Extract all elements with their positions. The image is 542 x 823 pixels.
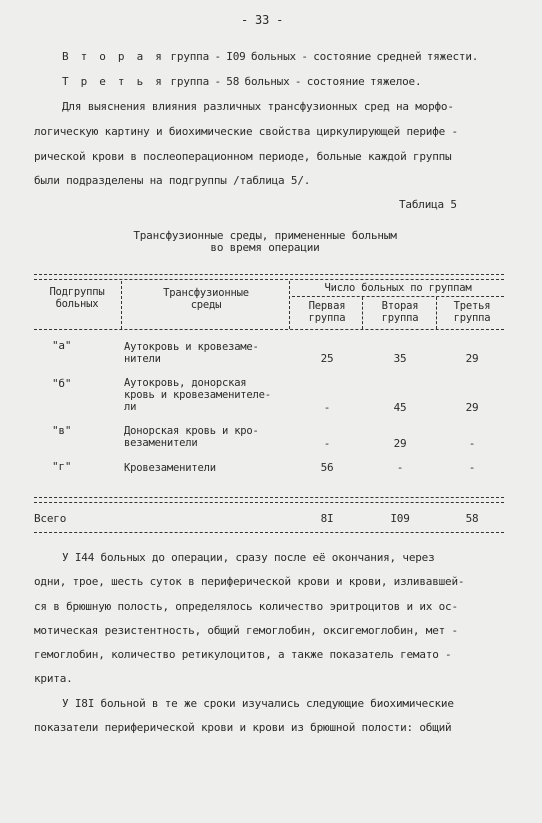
table-rule-head: [34, 329, 504, 330]
text-line: рической крови в послеоперационном периоде, больные каждой группы: [34, 150, 452, 163]
group-label-third: Т р е т ь я: [62, 75, 166, 88]
table-cell-media-cont: везаменители: [124, 437, 198, 449]
table-cell-media-cont: нители: [124, 353, 161, 365]
text-line: Для выяснения влияния различных трансфузионных сред на морфо-: [62, 100, 454, 113]
table-cell-value: 45: [393, 401, 407, 414]
table-rule-top-2: [34, 279, 504, 280]
table-head-subgroups-cont: больных: [55, 298, 99, 310]
table-cell-subgroup: "в": [52, 424, 72, 437]
table-col-divider: [289, 281, 290, 329]
table-col-divider: [436, 297, 437, 329]
table-head-first-group-cont: группа: [308, 312, 346, 324]
table-rule-total-2: [34, 502, 504, 503]
table-cell-value: -: [323, 437, 331, 450]
group-desc-third: группа - 58 больных - состояние тяжелое.: [165, 75, 422, 88]
table-cell-media: Аутокровь и кровезаме-: [124, 341, 259, 353]
table-cell-media: Кровезаменители: [124, 462, 216, 474]
table-cell-value: 25: [320, 352, 334, 365]
table-cell-value: -: [468, 461, 476, 474]
table-head-media-cont: среды: [190, 299, 222, 311]
table-head-subgroups: Подгруппы: [49, 286, 105, 298]
table-total-value: 58: [465, 512, 479, 525]
table-rule-top: [34, 274, 504, 275]
group-label-second: В т о р а я: [62, 50, 166, 63]
table-cell-subgroup: "б": [52, 377, 72, 390]
table-cell-subgroup: "а": [52, 339, 72, 352]
table-head-third-group: Третья: [453, 300, 491, 312]
text-line: [62, 50, 478, 64]
text-line: гемоглобин, количество ретикулоцитов, а также показатель гемато -: [34, 648, 452, 661]
table-cell-media-cont: кровь и кровезаменителе-: [124, 389, 271, 401]
table-col-divider: [121, 281, 122, 329]
table-cell-value: 29: [465, 401, 479, 414]
table-cell-media-cont: ли: [124, 401, 137, 413]
table-title: Трансфузионные среды, примененные больным: [133, 229, 397, 242]
table-cell-value: 56: [320, 461, 334, 474]
table-cell-value: -: [396, 461, 404, 474]
text-line: У I44 больных до операции, сразу после её окончания, через: [62, 551, 435, 564]
text-line: крита.: [34, 672, 73, 685]
table-head-second-group-cont: группа: [381, 312, 419, 324]
table-head-second-group: Вторая: [381, 300, 419, 312]
table-cell-value: 29: [465, 352, 479, 365]
text-line: мотическая резистентность, общий гемоглобин, оксигемоглобин, мет -: [34, 624, 458, 637]
table-rule-bottom: [34, 532, 504, 533]
text-line: [62, 75, 421, 89]
table-cell-subgroup: "г": [52, 460, 72, 473]
table-cell-value: 29: [393, 437, 407, 450]
text-line: одни, трое, шесть суток в периферической крови и крови, изливавшей-: [34, 575, 465, 588]
table-rule-total: [34, 497, 504, 498]
table-head-media: Трансфузионные: [163, 287, 249, 299]
table-label: Таблица 5: [399, 198, 457, 211]
table-cell-media: Аутокровь, донорская: [124, 377, 247, 389]
table-rule-group: [292, 296, 504, 297]
table-title-cont: во время операции: [210, 241, 320, 254]
table-cell-value: -: [468, 437, 476, 450]
group-desc-second: группа - I09 больных - состояние средней тяжести.: [165, 50, 479, 63]
table-cell-value: -: [323, 401, 331, 414]
text-line: логическую картину и биохимические свойства циркулирующей перифе -: [34, 125, 458, 138]
text-line: ся в брюшную полость, определялось количество эритроцитов и их ос-: [34, 600, 458, 613]
table-total-value: I09: [390, 512, 410, 525]
table-head-group: Число больных по группам: [324, 282, 472, 294]
text-line: были подразделены на подгруппы /таблица 5/.: [34, 174, 311, 187]
text-line: показатели периферической крови и крови из брюшной полости: общий: [34, 721, 452, 734]
table-cell-media: Донорская кровь и кро-: [124, 425, 259, 437]
table-head-third-group-cont: группа: [453, 312, 491, 324]
page-number: - 33 -: [241, 13, 284, 27]
table-total-label: Всего: [34, 512, 67, 525]
table-cell-value: 35: [393, 352, 407, 365]
table-total-value: 8I: [320, 512, 334, 525]
table-col-divider: [362, 297, 363, 329]
text-line: У I8I больной в те же сроки изучались следующие биохимические: [62, 697, 454, 710]
table-head-first-group: Первая: [308, 300, 346, 312]
